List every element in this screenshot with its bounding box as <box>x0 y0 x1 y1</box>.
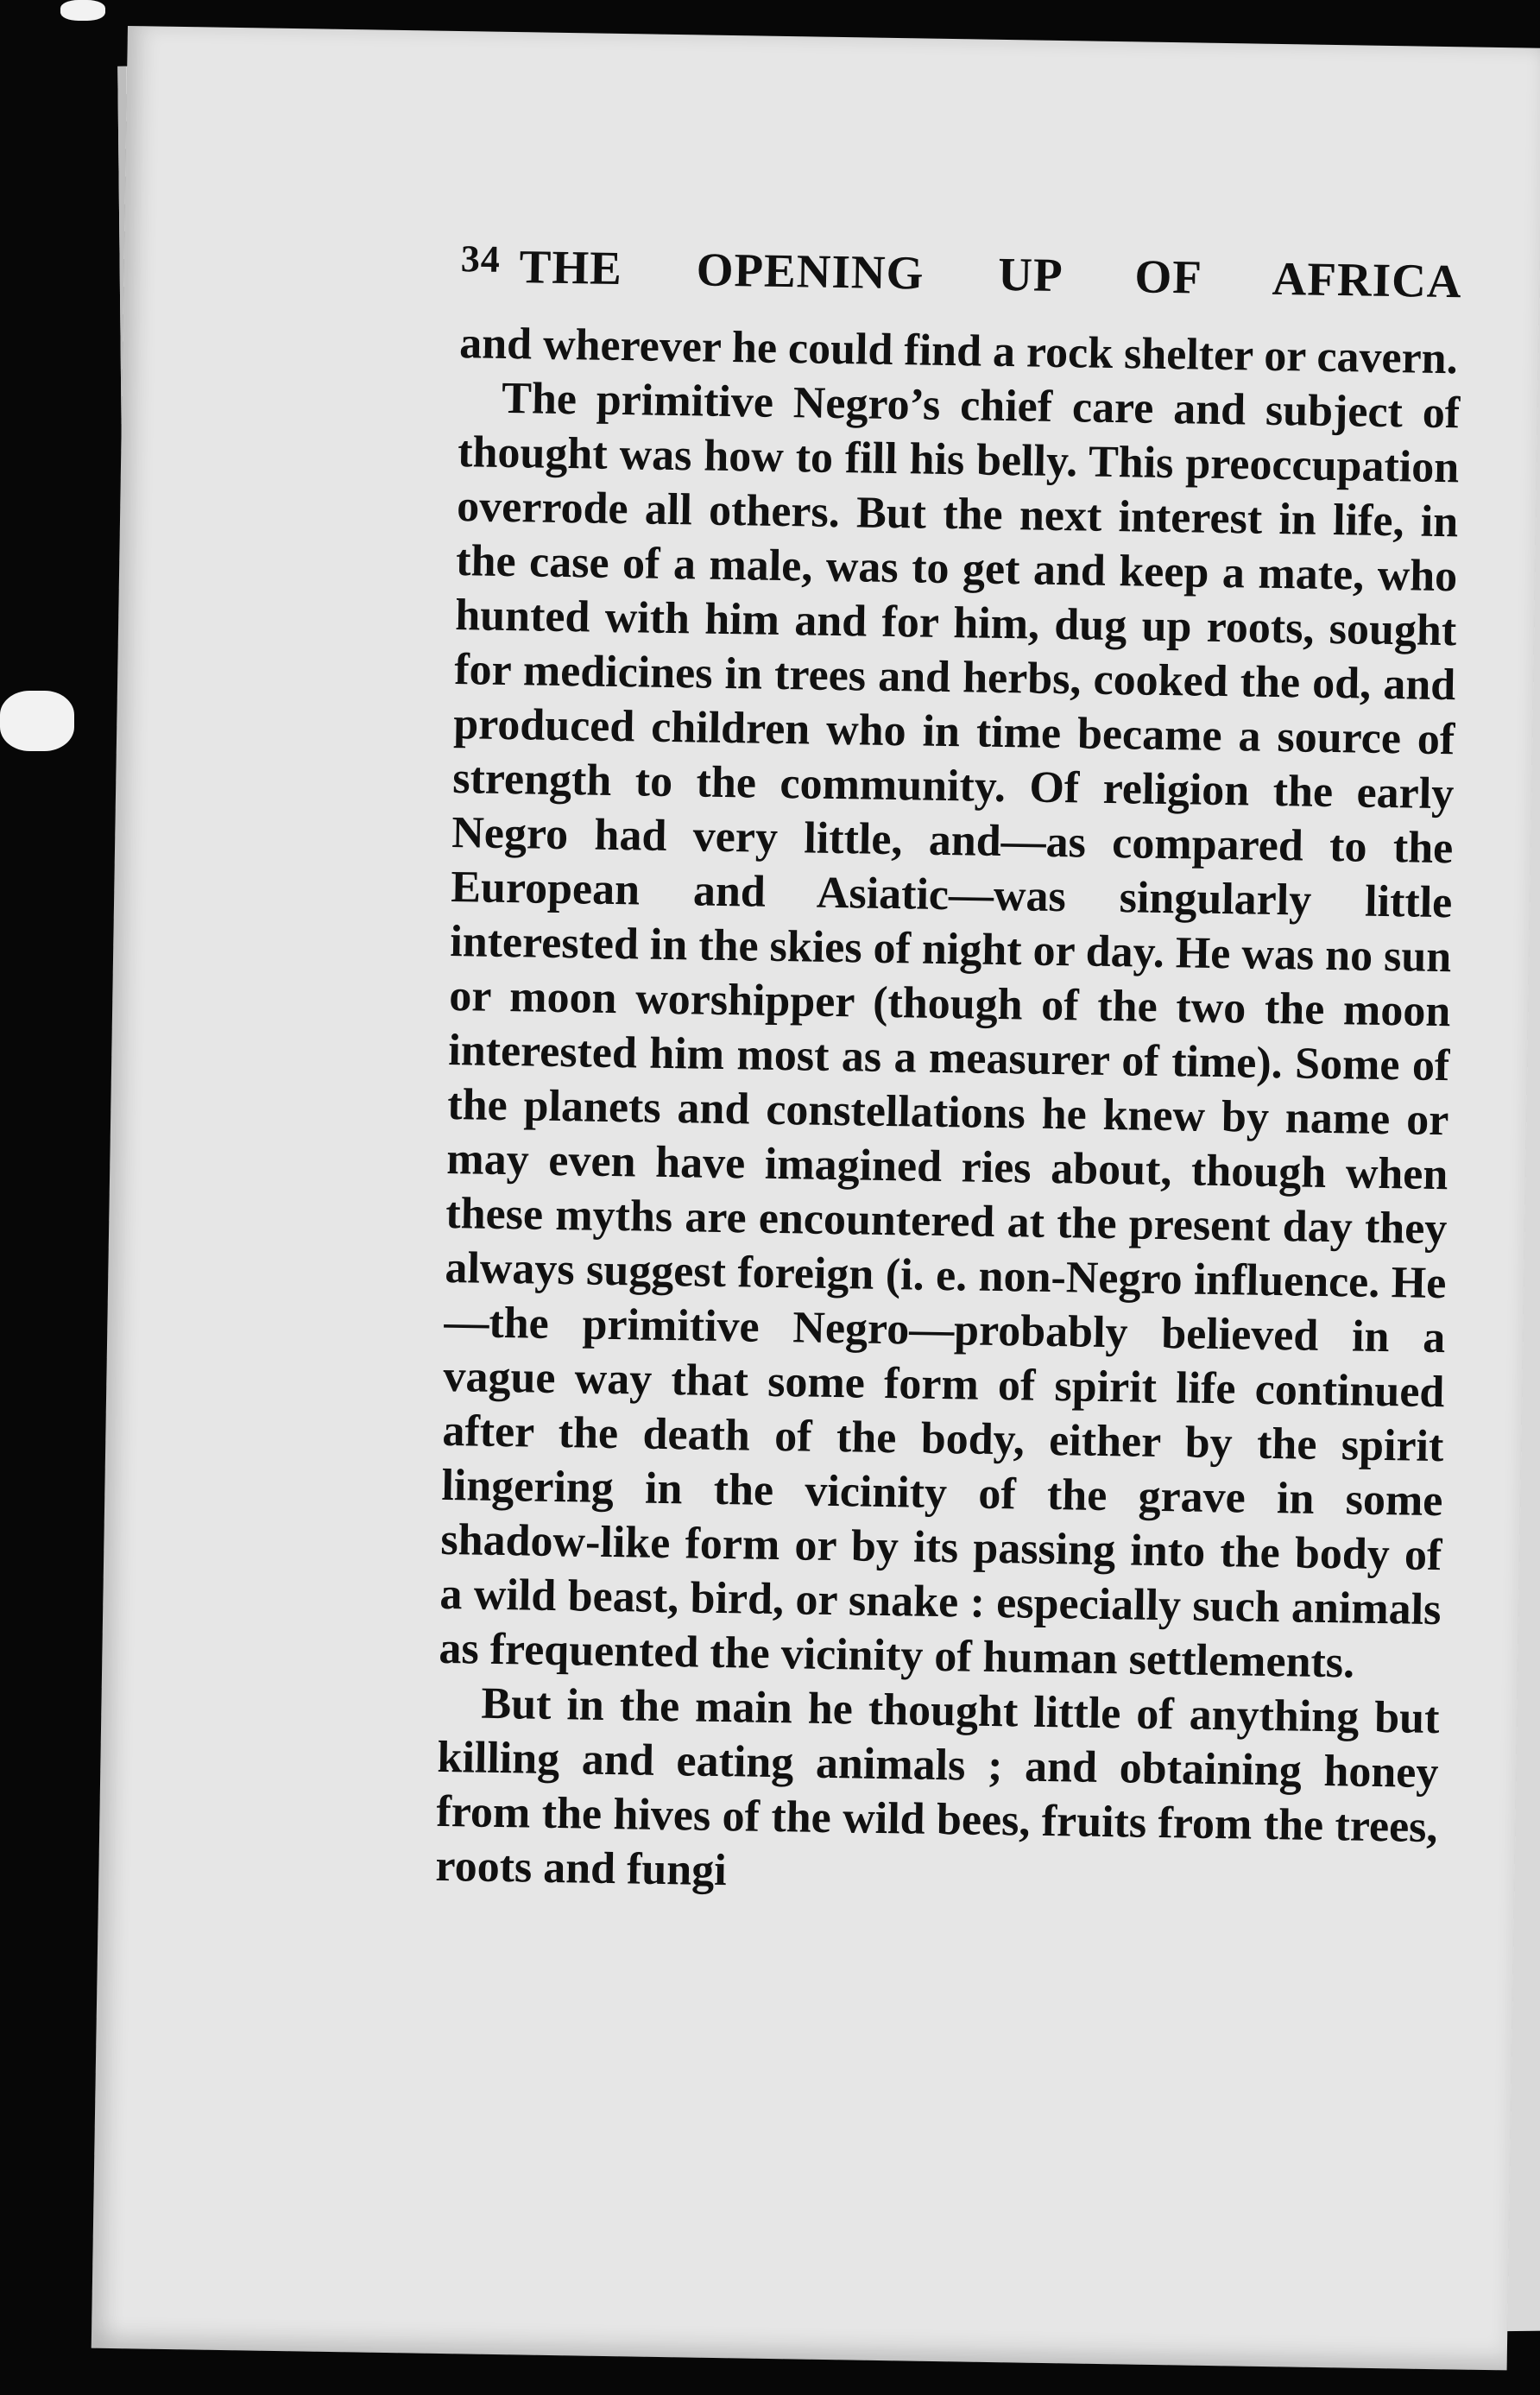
paragraph: and wherever he could find a rock shelter or cavern. <box>458 319 1459 384</box>
book-page <box>92 26 1540 2370</box>
paper-fragment-mark <box>60 0 105 21</box>
paragraph: The primitive Negro’s chief care and subject of thought was how to fill his belly. This preoccupation overrode all others. But the next interest in life, in the case of a male, was to get and keep a mate, who hunted with him and for him, dug up roots, sought for medicines in trees and herbs, cooked the od, and produced children who in time became a source of strength to the community. Of religion the early Negro had very little, and—as compared to the European and Asiatic—was singularly little interested in the skies of night or day. He was no sun or moon worshipper (though of the two the moon interested him most as a measurer of time). Some of the planets and constellations he knew by name or may even have imagined ries about, though when these myths are encountered at the present day they always suggest foreign (i. e. non-Negro influence. He—the primitive Negro—probably believed in a vague way that some form of spirit life continued after the death of the body, either by the spirit lingering in the vicinity of the grave in some shadow-like form or by its passing into the body of a wild beast, bird, or snake : especially such animals as frequented the vicinity of human settlements. <box>439 373 1461 1688</box>
page-content <box>434 230 1462 1972</box>
body-text <box>435 316 1461 1909</box>
paper-fragment-mark <box>0 691 74 751</box>
running-title: THE OPENING UP OF AFRICA <box>519 240 1463 308</box>
page-number: 34 <box>460 237 502 281</box>
paragraph: But in the main he thought little of anything but killing and eating animals ; and obtaining honey from the hives of the wild bees, fruits from the trees, roots and fungi <box>435 1678 1440 1896</box>
running-head <box>460 230 1462 314</box>
